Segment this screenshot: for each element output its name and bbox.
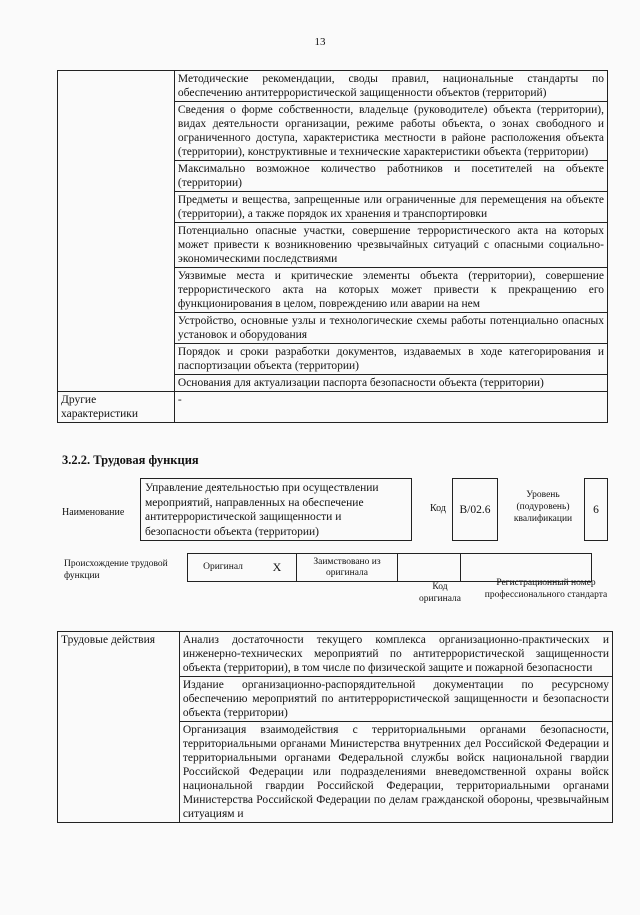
name-label: Наименование xyxy=(62,507,125,518)
knowledge-table xyxy=(57,70,608,423)
origin-code-cell xyxy=(398,554,461,582)
code-value-box: B/02.6 xyxy=(452,478,498,541)
table-cell: Максимально возможное количество работников и посетителей на объекте (территории) xyxy=(174,161,607,192)
code-label: Код xyxy=(430,503,446,514)
level-label: Уровень (подуровень) квалификации xyxy=(513,490,573,524)
section-title: 3.2.2. Трудовая функция xyxy=(62,453,199,467)
labor-actions-table xyxy=(57,631,613,823)
other-characteristics-label: Другие характеристики xyxy=(58,392,175,423)
table-cell: Потенциально опасные участки, совершение террористического акта на которых может привести к возникновению чрезвычайных ситуаций с опасными социально-экономическими последствиями xyxy=(174,223,607,268)
code-origin-label: Код оригинала xyxy=(419,582,461,604)
original-mark: X xyxy=(258,554,297,582)
table-cell: Анализ достаточности текущего комплекса организационно-практических и инженерно-технических мероприятий по антитеррористической защищенности объекта (территории), в том числе по физической защите и пожарной безопасности xyxy=(179,632,612,677)
table-cell: Сведения о форме собственности, владельце (руководителе) объекта (территории), видах деятельности организации, режиме работы объекта, о зонах свободного и ограниченного доступа, характеристика местности в районе расположения объекта (территории), конструктивные и технические характеристики объекта (территории) xyxy=(174,102,607,161)
original-label: Оригинал xyxy=(188,554,259,582)
table-cell: Организация взаимодействия с территориальными органами безопасности, территориальными органами Министерства внутренних дел Российской Федерации и территориальными органами Федеральной службы войск национальной гвардии Российской Федерации или подразделениями вневедомственной охраны войск национальной гвардии Российской Федерации, территориальными органами Министерства Российской Федерации по делам гражданской обороны, чрезвычайным ситуациям и xyxy=(179,722,612,823)
function-name-box: Управление деятельностью при осуществлении мероприятий, направленных на обеспечение антитеррористической защищенности и безопасности объекта (территории) xyxy=(140,478,412,541)
table-cell-empty xyxy=(58,71,175,392)
page-number: 13 xyxy=(314,36,326,48)
level-value-box: 6 xyxy=(584,478,608,541)
other-characteristics-value: - xyxy=(174,392,607,423)
registration-number-label: Регистрационный номер профессионального стандарта xyxy=(484,578,608,600)
table-row xyxy=(58,632,613,677)
table-cell: Уязвимые места и критические элементы объекта (территории), совершение террористического акта на которых может привести к прекращению его функционирования в целом, повреждению или аварии на нем xyxy=(174,268,607,313)
origin-label: Происхождение трудовой функции xyxy=(64,559,168,581)
table-row xyxy=(58,392,608,423)
table-cell: Основания для актуализации паспорта безопасности объекта (территории) xyxy=(174,375,607,392)
labor-actions-label: Трудовые действия xyxy=(58,632,180,823)
borrowed-label: Заимствовано из оригинала xyxy=(297,554,398,582)
table-cell: Методические рекомендации, своды правил, национальные стандарты по обеспечению антитеррористической защищенности объектов (территорий) xyxy=(174,71,607,102)
table-cell: Предметы и вещества, запрещенные или ограниченные для перемещения на объекте (территории), а также порядок их хранения и транспортировки xyxy=(174,192,607,223)
table-cell: Издание организационно-распорядительной документации по ресурсному обеспечению мероприятий по антитеррористической защищенности и безопасности объекта (территории) xyxy=(179,677,612,722)
table-cell: Устройство, основные узлы и технологические схемы работы потенциально опасных установок и оборудования xyxy=(174,313,607,344)
table-cell: Порядок и сроки разработки документов, издаваемых в ходе категорирования и паспортизации объекта (территории) xyxy=(174,344,607,375)
table-row xyxy=(58,71,608,102)
